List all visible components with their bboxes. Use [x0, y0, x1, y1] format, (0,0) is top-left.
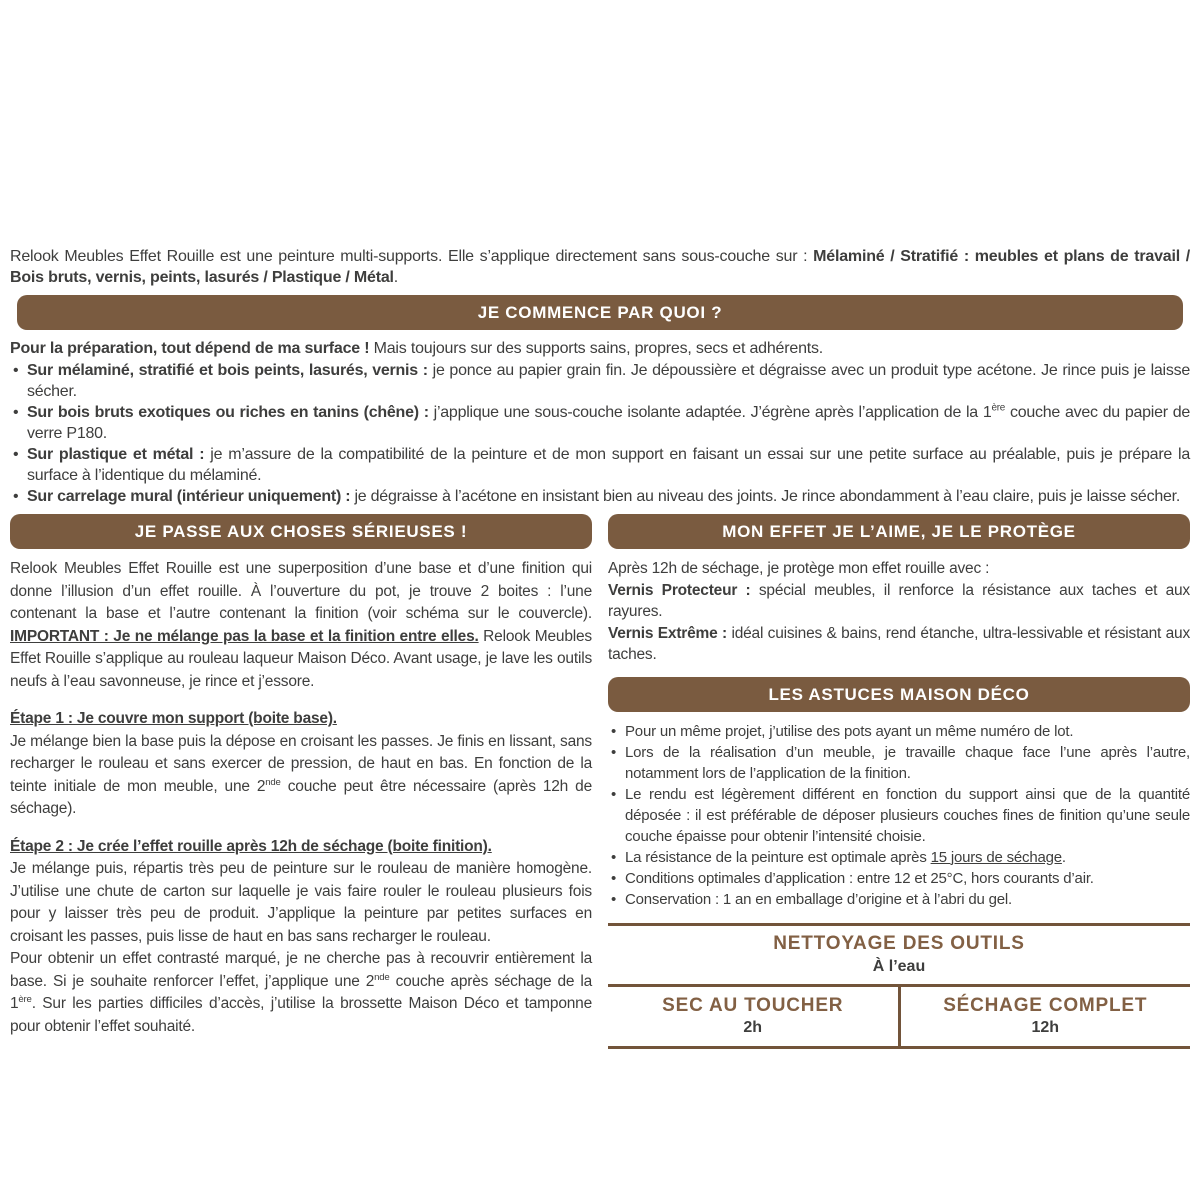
important-note: IMPORTANT : Je ne mélange pas la base et la finition entre elles. — [10, 627, 479, 645]
prep-list — [10, 360, 1190, 507]
drying-times-row — [608, 984, 1190, 1046]
etape2-text: Pour obtenir un effet contrasté marqué, je ne cherche pas à recouvrir entièrement la base. Si je souhaite renforcer l’effet, j’applique une 2 — [10, 950, 592, 990]
etape1-heading: Étape 1 : Je couvre mon support (boite base). — [10, 710, 337, 727]
serieuses-intro-block — [10, 558, 592, 693]
instruction-sheet — [10, 246, 1190, 1049]
prep-item-melamine — [10, 360, 1190, 402]
prep-lead-text: Mais toujours sur des supports sains, propres, secs et adhérents. — [373, 340, 824, 357]
important-rest: Relook Meubles Effet Rouille s’applique au rouleau laqueur Maison Déco. Avant usage, je lave les outils neufs à l’eau savonneuse, je rince et j’essore. — [10, 627, 592, 690]
tip-conservation — [608, 889, 1190, 910]
two-column-area — [10, 514, 1190, 1049]
intro-paragraph — [10, 246, 1190, 288]
left-column — [10, 514, 592, 1049]
etape2-body2 — [10, 948, 592, 1038]
prep-item-text: je dégraisse à l’acétone en insistant bien au niveau des joints. Je rince abondamment à l’eau claire, puis je laisse sécher. — [354, 488, 1181, 505]
etape2-text-end: . Sur les parties difficiles d’accès, j’utilise la brossette Maison Déco et tamponne pour obtenir l’effet souhaité. — [10, 995, 592, 1035]
tips-list — [608, 721, 1190, 910]
banner-choses-serieuses: JE PASSE AUX CHOSES SÉRIEUSES ! — [10, 514, 592, 549]
full-dry-value: 12h — [1031, 1018, 1060, 1036]
banner-astuces: LES ASTUCES MAISON DÉCO — [608, 677, 1190, 712]
serieuses-p2: À l’ouverture du pot, je trouve 2 boites : l’une contenant la base et l’autre contenant la finition (voir schéma sur le couvercle). — [10, 582, 593, 622]
ordinal-superscript: nde — [374, 971, 390, 983]
ordinal-superscript: nde — [265, 776, 281, 788]
tip-faces — [608, 742, 1190, 784]
tip-text: Le rendu est légèrement différent en fonction du support ainsi que de la quantité déposée : il est préférable de déposer plusieurs couches fines de finition qu’une seule couche épaisse pour obtenir l’intensité choisie. — [625, 785, 1190, 845]
etape1-body — [10, 731, 592, 821]
prep-item-text: je ponce au papier grain fin. Je dépoussière et dégraisse avec un produit type acétone. Je rince puis je laisse sécher. — [27, 362, 1190, 400]
tip-resistance — [608, 847, 1190, 868]
dry-to-touch-cell — [608, 987, 898, 1046]
tip-numero-lot — [608, 721, 1190, 742]
cleaning-title: NETTOYAGE DES OUTILS — [773, 932, 1025, 954]
prep-item-bold: Sur plastique et métal : — [27, 446, 211, 463]
banner-mon-effet: MON EFFET JE L’AIME, JE LE PROTÈGE — [608, 514, 1190, 549]
ordinal-superscript: ère — [18, 993, 32, 1005]
prep-lead-bold: Pour la préparation, tout dépend de ma surface ! — [10, 340, 374, 357]
intro-period: . — [393, 269, 399, 286]
full-dry-cell — [898, 987, 1191, 1046]
tip-conditions — [608, 868, 1190, 889]
cleaning-method: À l’eau — [872, 957, 926, 975]
protege-intro: Après 12h de séchage, je protège mon effet rouille avec : — [608, 560, 990, 577]
prep-lead — [10, 338, 1190, 359]
prep-item-bois-bruts — [10, 402, 1190, 444]
vernis-extreme-label: Vernis Extrême : — [608, 624, 727, 642]
etape2-heading: Étape 2 : Je crée l’effet rouille après 12h de séchage (boite finition). — [10, 837, 492, 855]
tip-text: Lors de la réalisation d’un meuble, je travaille chaque face l’une après l’autre, notamment lors de l’application de la finition. — [625, 743, 1190, 782]
prep-item-text: je m’assure de la compatibilité de la peinture et de mon support en faisant un essai sur une petite surface au préalable, puis je prépare la surface à l’identique du mélaminé. — [27, 446, 1191, 484]
etape1-text-end: couche peut être nécessaire (après 12h de séchage). — [10, 777, 592, 817]
cleaning-drying-table — [608, 923, 1190, 1049]
prep-item-bold: Sur mélaminé, stratifié et bois peints, lasurés, vernis : — [27, 362, 433, 379]
prep-item-bold: Sur carrelage mural (intérieur uniquement) : — [27, 488, 355, 505]
right-column — [608, 514, 1190, 1049]
vernis-protecteur-label: Vernis Protecteur : — [608, 581, 751, 599]
vernis-protecteur-text: spécial meubles, il renforce la résistance aux taches et aux rayures. — [608, 581, 1190, 620]
prep-item-bold: Sur bois bruts exotiques ou riches en tanins (chêne) : — [27, 404, 434, 421]
prep-item-plastique-metal — [10, 444, 1190, 486]
tip-text: La résistance de la peinture est optimale après — [625, 848, 931, 866]
prep-item-text-end: couche avec du papier de verre P180. — [27, 404, 1191, 442]
full-dry-label: SÉCHAGE COMPLET — [943, 994, 1148, 1016]
intro-regular-text: Relook Meubles Effet Rouille est une peinture multi-supports. Elle s’applique directement sans sous-couche sur : — [10, 248, 814, 265]
prep-item-carrelage — [10, 486, 1190, 507]
ordinal-superscript: ère — [991, 402, 1006, 414]
banner-je-commence: JE COMMENCE PAR QUOI ? — [17, 295, 1183, 330]
intro-supports-list: Mélaminé / Stratifié : meubles et plans de travail / Bois bruts, vernis, peints, lasurés / Plastique / Métal — [10, 248, 1190, 286]
dry-to-touch-value: 2h — [743, 1018, 763, 1036]
serieuses-p1: Relook Meubles Effet Rouille est une superposition d’une base et d’une finition qui donne l’illusion d’un effet rouille. — [10, 560, 592, 600]
prep-item-text: j’applique une sous-couche isolante adaptée. J’égrène après l’application de la 1 — [433, 404, 992, 421]
cleaning-header — [608, 926, 1190, 984]
vernis-extreme-text: idéal cuisines & bains, rend étanche, ultra-lessivable et résistant aux taches. — [608, 624, 1190, 663]
dry-to-touch-label: SEC AU TOUCHER — [662, 994, 844, 1016]
tip-text: Pour un même projet, j’utilise des pots ayant un même numéro de lot. — [625, 722, 1074, 740]
tip-text: Conservation : 1 an en emballage d’origine et à l’abri du gel. — [625, 890, 1013, 908]
tip-rendu — [608, 784, 1190, 847]
protege-block — [608, 558, 1190, 666]
etape2-body1: Je mélange puis, répartis très peu de peinture sur le rouleau de manière homogène. J’utilise une chute de carton sur laquelle je vais faire rouler le rouleau plusieurs fois pour y laisser très peu de produit. J’applique la peinture par petites surfaces en croisant les passes, puis lisse de haut en bas sans recharger le rouleau. — [10, 860, 592, 945]
tip-underlined-text: 15 jours de séchage — [930, 848, 1062, 866]
etape1-text: Je mélange bien la base puis la dépose en croisant les passes. Je finis en lissant, sans recharger le rouleau et sans exercer de pression, de haut en bas. En fonction de la teinte initiale de mon meuble, une 2 — [10, 732, 592, 795]
tip-text: Conditions optimales d’application : entre 12 et 25°C, hors courants d’air. — [625, 869, 1094, 887]
etape2-text: couche après séchage de la 1 — [10, 972, 592, 1012]
tip-text-end: . — [1061, 848, 1066, 866]
